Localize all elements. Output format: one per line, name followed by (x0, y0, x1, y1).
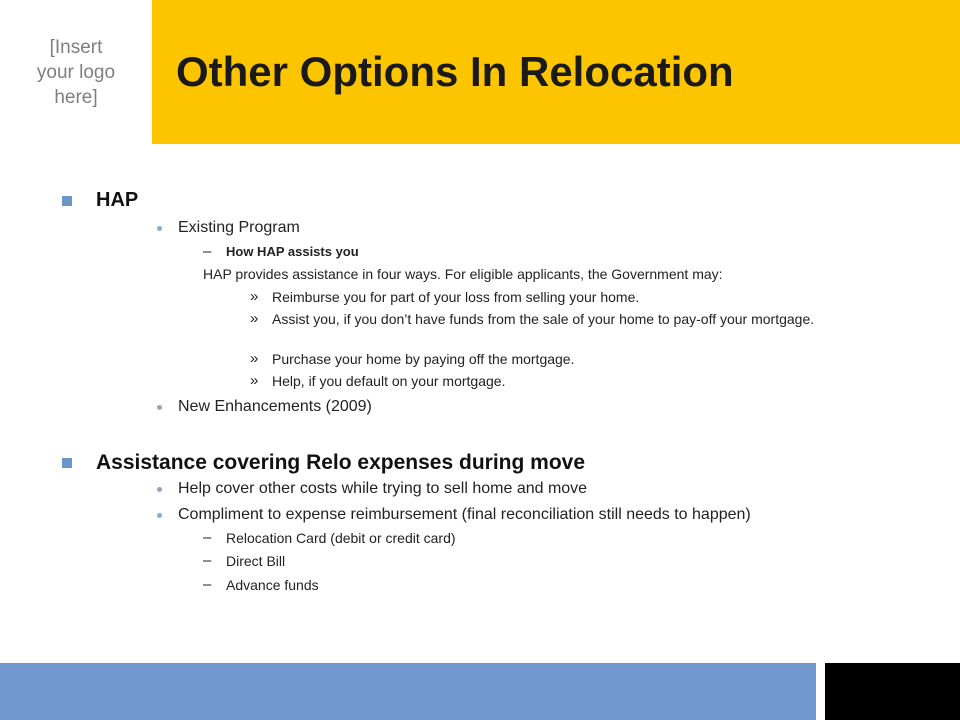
round-bullet-icon (157, 513, 162, 518)
hap-description: HAP provides assistance in four ways. For eligible applicants, the Government may: (203, 266, 723, 282)
sub-item-text: Advance funds (226, 576, 319, 593)
slide-title: Other Options In Relocation (176, 48, 734, 95)
round-bullet-icon (157, 487, 162, 492)
hap-point (250, 351, 890, 367)
list-item-text: Help cover other costs while trying to sell home and move (178, 480, 588, 497)
raquo-bullet-icon: » (250, 350, 259, 367)
hap-point-text: Assist you, if you don’t have funds from the sale of your home to pay-off your mortgage. (272, 311, 815, 327)
raquo-bullet-icon: » (250, 372, 259, 389)
sub-item-text: Direct Bill (226, 552, 286, 569)
raquo-bullet-icon: » (250, 310, 259, 327)
section-heading-text: HAP (96, 189, 139, 211)
list-item-text: Existing Program (178, 219, 300, 236)
sub-item-relocation-card (203, 529, 456, 546)
footer-black-block (825, 663, 960, 720)
list-item-existing-program (157, 219, 300, 237)
round-bullet-icon (157, 405, 162, 410)
hap-point-text: Purchase your home by paying off the mortgage. (272, 351, 575, 367)
raquo-bullet-icon: » (250, 288, 259, 305)
list-item-new-enhancements (157, 398, 372, 416)
dash-bullet-icon: – (203, 243, 212, 260)
section-heading-assistance (62, 451, 585, 475)
hap-point (250, 311, 890, 327)
section-heading-text: Assistance covering Relo expenses during move (96, 451, 586, 474)
list-item-help-cover (157, 480, 587, 498)
list-item-compliment (157, 506, 751, 524)
hap-point-text: Help, if you default on your mortgage. (272, 373, 506, 389)
dash-bullet-icon: – (203, 529, 212, 546)
hap-point (250, 373, 890, 389)
list-item-text: Compliment to expense reimbursement (final reconciliation still needs to happen) (178, 506, 751, 523)
sub-item-how-hap-assists (203, 243, 359, 260)
title-band (152, 0, 960, 144)
square-bullet-icon (62, 458, 72, 468)
sub-item-direct-bill (203, 552, 285, 569)
dash-bullet-icon: – (203, 552, 212, 569)
hap-point (250, 289, 890, 305)
sub-item-text: Relocation Card (debit or credit card) (226, 529, 456, 546)
round-bullet-icon (157, 226, 162, 231)
hap-point-text: Reimburse you for part of your loss from selling your home. (272, 289, 640, 305)
sub-item-text: How HAP assists you (226, 244, 359, 259)
list-item-text: New Enhancements (2009) (178, 398, 372, 415)
logo-placeholder (0, 0, 152, 144)
square-bullet-icon (62, 196, 72, 206)
sub-item-advance-funds (203, 576, 319, 593)
dash-bullet-icon: – (203, 576, 212, 593)
footer-blue-bar (0, 663, 816, 720)
section-heading-hap (62, 189, 138, 212)
logo-placeholder-text: [Insert your logo here] (36, 36, 116, 108)
